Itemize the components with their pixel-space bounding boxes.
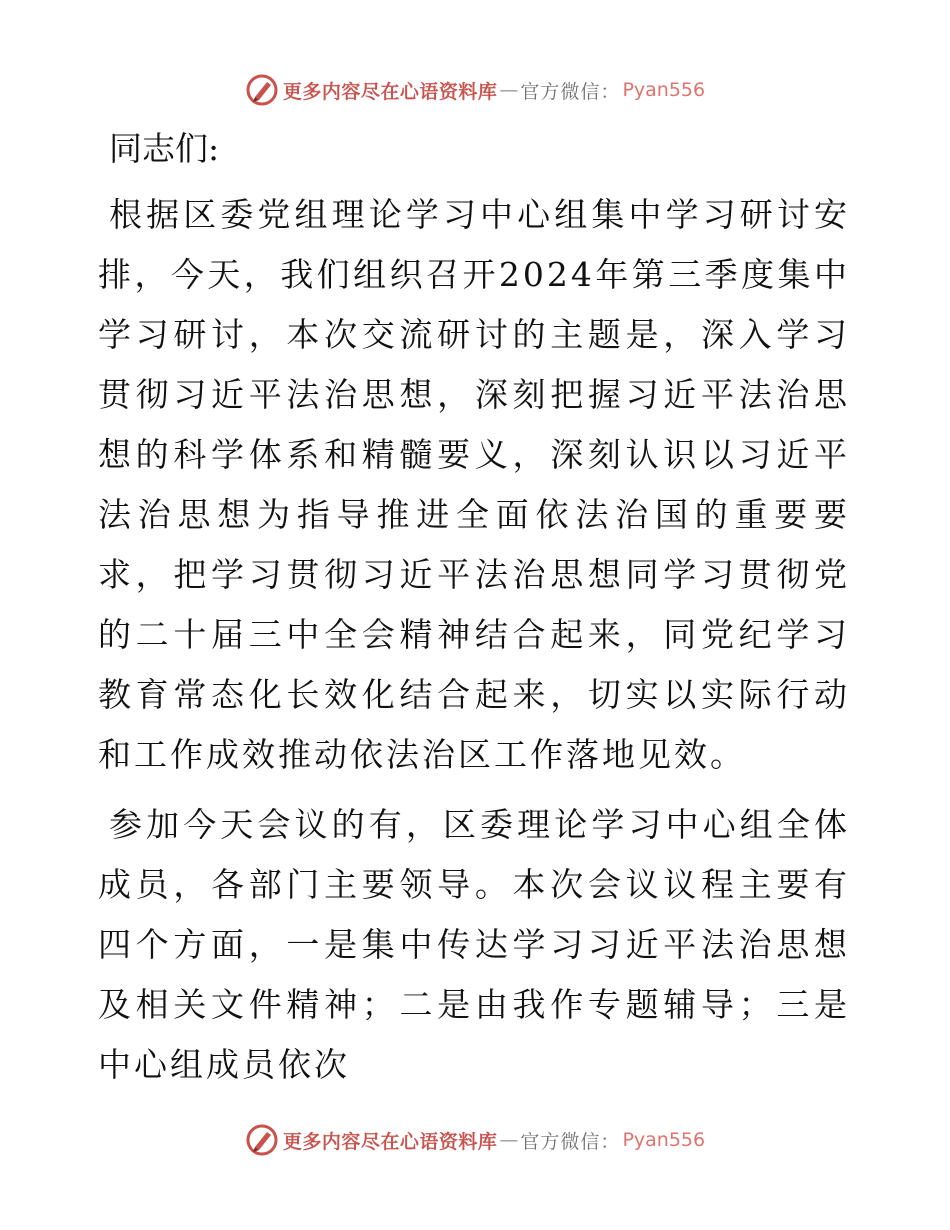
pen-logo-icon	[245, 73, 279, 107]
watermark-brand: 更多内容尽在心语资料库	[282, 1130, 498, 1153]
watermark-official-label: 官方微信：	[520, 1130, 621, 1153]
watermark-dash: —	[499, 79, 519, 101]
pen-logo-icon	[245, 1123, 279, 1157]
watermark-account: Pyan556	[622, 79, 706, 101]
paragraph-2: 参加今天会议的有，区委理论学习中心组全体成员，各部门主要领导。本次会议议程主要有四个方面，一是集中传达学习习近平法治思想及相关文件精神；二是由我作专题辅导；三是中心组成员依次	[98, 805, 850, 1084]
document-body	[98, 125, 850, 1105]
salutation: 同志们:	[109, 129, 220, 168]
watermark-dash: —	[499, 1129, 519, 1151]
watermark-official-label: 官方微信：	[520, 80, 621, 103]
watermark-account: Pyan556	[622, 1129, 706, 1151]
watermark-brand: 更多内容尽在心语资料库	[282, 80, 498, 103]
footer-watermark	[0, 1120, 950, 1160]
paragraph-1: 根据区委党组理论学习中心组集中学习研讨安排，今天，我们组织召开2024年第三季度集中学习研讨，本次交流研讨的主题是，深入学习贯彻习近平法治思想，深刻把握习近平法治思想的科学体系和精髓要义，深刻认识以习近平法治思想为指导推进全面依法治国的重要要求，把学习贯彻习近平法治思想同学习贯彻党的二十届三中全会精神结合起来，同党纪学习教育常态化长效化结合起来，切实以实际行动和工作成效推动依法治区工作落地见效。	[98, 195, 850, 774]
header-watermark	[0, 70, 950, 110]
